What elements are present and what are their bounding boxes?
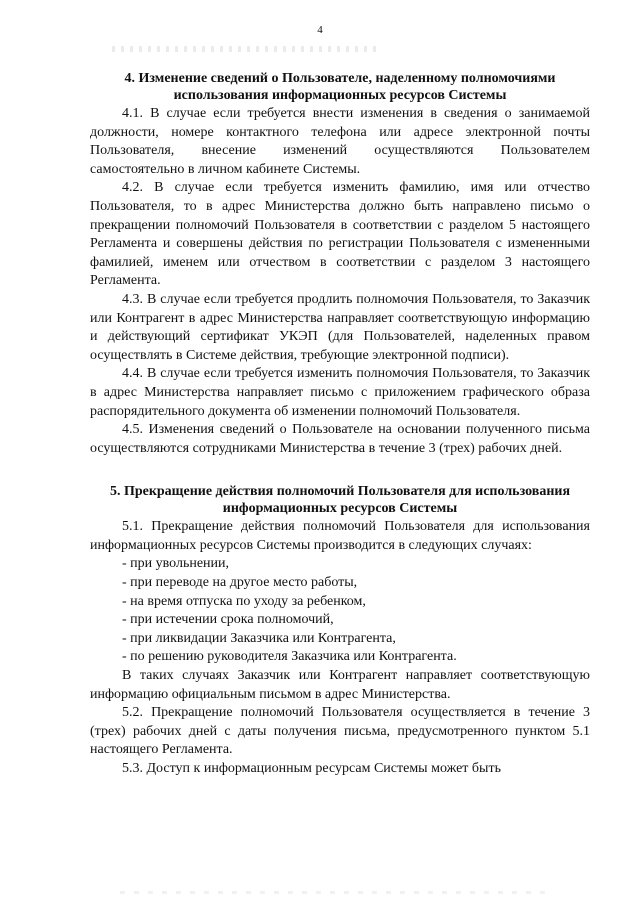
scan-artifact-bottom — [120, 891, 550, 894]
list-item: - при ликвидации Заказчика или Контрагента, — [122, 630, 396, 646]
paragraph-5-3: 5.3. Доступ к информационным ресурсам Системы может быть — [122, 761, 501, 776]
list-item: - при переводе на другое место работы, — [122, 575, 358, 591]
paragraph-4-2: 4.2. В случае если требуется изменить фамилию, имя или отчество Пользователя, то в адрес Министерства должно быть направлено письмо о прекращении полномочий Пользователя в соответствии с разделом 5 настоящего Регламента и совершены действия по регистрации Пользователя с измененными фамилией, именем или отчеством в соответствии с разделом 3 настоящего Регламента. — [90, 180, 590, 289]
paragraph-5-1: 5.1. Прекращение действия полномочий Пользователя для использования информационных ресурсов Системы производится в следующих случаях: — [90, 519, 590, 553]
paragraph-5-2: 5.2. Прекращение полномочий Пользователя осуществляется в течение 3 (трех) рабочих дней с даты получения письма, предусмотренного пунктом 5.1 настоящего Регламента. — [90, 705, 590, 758]
paragraph-4-4: 4.4. В случае если требуется изменить полномочия Пользователя, то Заказчик в адрес Министерства направляет письмо с приложением графического образа распорядительного документа об изменении полномочий Пользователя. — [90, 366, 590, 419]
termination-cases-list — [90, 555, 590, 667]
page-number: 4 — [317, 24, 323, 36]
list-item: - при истечении срока полномочий, — [122, 612, 334, 628]
list-item: - на время отпуска по уходу за ребенком, — [122, 593, 366, 609]
paragraph-5-1-note: В таких случаях Заказчик или Контрагент направляет соответствующую информацию официальным письмом в адрес Министерства. — [90, 668, 590, 702]
list-item: - по решению руководителя Заказчика или Контрагента. — [122, 649, 457, 665]
paragraph-4-3: 4.3. В случае если требуется продлить полномочия Пользователя, то Заказчик или Контрагент в адрес Министерства направляет соответствующую информацию и действующий сертификат УКЭП (для Пользователей, наделенных правом осуществлять в Системе действия, требующие электронной подписи). — [90, 291, 590, 363]
section-5-heading: 5. Прекращение действия полномочий Пользователя для использования информационных ресурсов Системы — [109, 484, 571, 517]
paragraph-4-5: 4.5. Изменения сведений о Пользователе на основании полученного письма осуществляются сотрудниками Министерства в течение 3 (трех) рабочих дней. — [90, 422, 590, 456]
document-body — [90, 70, 590, 779]
section-4-heading: 4. Изменение сведений о Пользователе, наделенному полномочиями использования информационных ресурсов Системы — [124, 71, 556, 103]
list-item: - при увольнении, — [122, 556, 230, 572]
scan-artifact — [112, 46, 382, 52]
paragraph-4-1: 4.1. В случае если требуется внести изменения в сведения о занимаемой должности, номере контактного телефона или адресе электронной почты Пользователя, внесение изменений осуществляются Пользователем самостоятельно в личном кабинете Системы. — [90, 106, 590, 177]
